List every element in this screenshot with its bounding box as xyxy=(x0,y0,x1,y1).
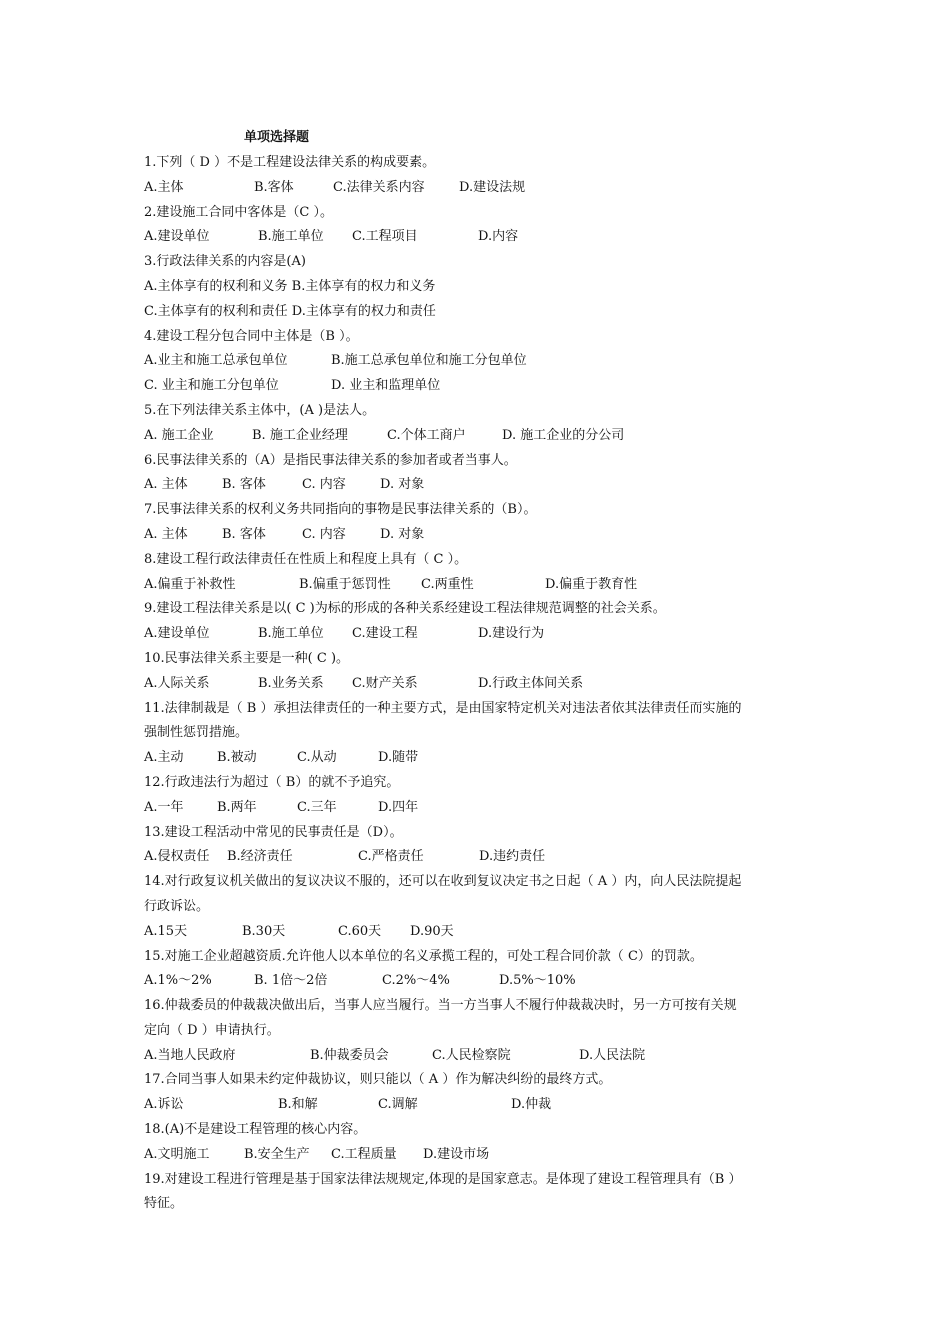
question-text: 9.建设工程法律关系是以( C )为标的形成的各种关系经建设工程法律规范调整的社会关系。 xyxy=(144,601,666,617)
page-title: 单项选择题 xyxy=(244,130,310,145)
option-a: C. 业主和施工分包单位 xyxy=(144,378,279,394)
option-b: B.和解 xyxy=(278,1097,318,1113)
options-row xyxy=(144,176,814,201)
option-a: A.主动 xyxy=(144,750,184,766)
question-text: 强制性惩罚措施。 xyxy=(144,725,249,741)
question-text: 19.对建设工程进行管理是基于国家法律法规规定,体现的是国家意志。是体现了建设工程管理具有（B ） xyxy=(144,1171,742,1187)
options-row xyxy=(144,424,814,449)
options-row xyxy=(144,920,814,945)
option-c: C.工程项目 xyxy=(352,229,418,245)
question-text: 6.民事法律关系的（A）是指民事法律关系的参加者或者当事人。 xyxy=(144,452,517,468)
question-text: 5.在下列法律关系主体中，(A )是法人。 xyxy=(144,402,376,418)
options-row xyxy=(144,672,814,697)
options-row xyxy=(144,969,814,994)
question-text: 18.(A)不是建设工程管理的核心内容。 xyxy=(144,1122,367,1138)
question-text: C.主体享有的权利和责任 D.主体享有的权力和责任 xyxy=(144,303,436,319)
option-a: A.业主和施工总承包单位 xyxy=(144,353,288,369)
question-text: 定向（ D ）申请执行。 xyxy=(144,1022,280,1038)
question-text: 14.对行政复议机关做出的复议决议不服的，还可以在收到复议决定书之日起（ A ）内，向人民法院提起 xyxy=(144,874,742,890)
question-text: 11.法律制裁是（ B ）承担法律责任的一种主要方式，是由国家特定机关对违法者依其法律责任而实施的 xyxy=(144,700,742,716)
option-c: C.严格责任 xyxy=(358,849,424,865)
option-b: B.两年 xyxy=(217,799,257,815)
options-row xyxy=(144,1143,814,1168)
option-b: D. 业主和监理单位 xyxy=(331,378,441,394)
option-c: C.三年 xyxy=(297,799,337,815)
question-text: 12.行政违法行为超过（ B）的就不予追究。 xyxy=(144,774,400,790)
options-row xyxy=(144,796,814,821)
option-b: B.客体 xyxy=(254,179,294,195)
option-c: C.财产关系 xyxy=(352,675,418,691)
option-d: D.建设行为 xyxy=(478,626,545,642)
question-text: 4.建设工程分包合同中主体是（B ）。 xyxy=(144,328,359,344)
option-c: C.工程质量 xyxy=(331,1146,397,1162)
option-a: A.1%～2% xyxy=(144,973,212,989)
question-text: 1.下列（ D ）不是工程建设法律关系的构成要素。 xyxy=(144,155,436,170)
option-a: A.人际关系 xyxy=(144,675,210,691)
option-c: C. 内容 xyxy=(302,477,346,493)
option-d: D. 对象 xyxy=(380,526,425,542)
option-c: C.法律关系内容 xyxy=(333,179,425,195)
option-b: B.施工单位 xyxy=(258,229,324,245)
question-text: 8.建设工程行政法律责任在性质上和程度上具有（ C ）。 xyxy=(144,551,468,567)
option-b: B.安全生产 xyxy=(244,1146,310,1162)
options-row xyxy=(144,374,814,399)
option-a: A.诉讼 xyxy=(144,1097,184,1113)
option-c: C.60天 xyxy=(338,923,382,939)
option-a: A.15天 xyxy=(144,923,188,939)
options-row xyxy=(144,845,814,870)
option-b: B. 施工企业经理 xyxy=(252,427,348,443)
options-row xyxy=(144,523,814,548)
question-text: 7.民事法律关系的权利义务共同指向的事物是民事法律关系的（B）。 xyxy=(144,502,537,518)
option-c: C.人民检察院 xyxy=(432,1047,511,1063)
option-b: B.被动 xyxy=(217,750,257,766)
option-b: B.业务关系 xyxy=(258,675,324,691)
question-text: 17.合同当事人如果未约定仲裁协议，则只能以（ A ）作为解决纠纷的最终方式。 xyxy=(144,1072,612,1088)
option-d: D.内容 xyxy=(478,229,519,245)
option-d: D.5%～10% xyxy=(499,973,576,989)
question-text: 10.民事法律关系主要是一种( C )。 xyxy=(144,650,350,666)
option-b: B. 客体 xyxy=(222,526,266,542)
option-d: D.90天 xyxy=(410,923,454,939)
question-text: 行政诉讼。 xyxy=(144,898,210,914)
option-b: B.偏重于惩罚性 xyxy=(299,576,391,592)
option-c: C.个体工商户 xyxy=(387,427,466,443)
options-row xyxy=(144,622,814,647)
question-text: 3.行政法律关系的内容是(A) xyxy=(144,254,306,270)
question-text: 15.对施工企业超越资质.允许他人以本单位的名义承揽工程的，可处工程合同价款（ C）的罚款。 xyxy=(144,948,703,964)
option-a: A. 主体 xyxy=(144,477,188,493)
option-d: D.四年 xyxy=(378,799,419,815)
option-b: B. 客体 xyxy=(222,477,266,493)
option-d: D.随带 xyxy=(378,750,419,766)
option-d: D. 对象 xyxy=(380,477,425,493)
options-row xyxy=(144,746,814,771)
option-a: A.侵权责任 xyxy=(144,849,210,865)
option-a: A.文明施工 xyxy=(144,1146,210,1162)
option-d: D.偏重于教育性 xyxy=(545,576,638,592)
options-row xyxy=(144,225,814,250)
options-row xyxy=(144,1093,814,1118)
option-d: D.行政主体间关系 xyxy=(478,675,584,691)
option-d: D.仲裁 xyxy=(511,1097,552,1113)
option-d: D.人民法院 xyxy=(579,1047,646,1063)
option-c: C. 内容 xyxy=(302,526,346,542)
option-c: C.建设工程 xyxy=(352,626,418,642)
option-c: C.两重性 xyxy=(421,576,474,592)
options-row xyxy=(144,1044,814,1069)
option-a: A. 施工企业 xyxy=(144,427,214,443)
options-row xyxy=(144,473,814,498)
option-b: B.仲裁委员会 xyxy=(310,1047,389,1063)
option-b: B.经济责任 xyxy=(227,849,293,865)
option-d: D.违约责任 xyxy=(479,849,546,865)
question-text: 13.建设工程活动中常见的民事责任是（D）。 xyxy=(144,824,403,840)
option-a: A.主体 xyxy=(144,179,184,195)
question-text: 特征。 xyxy=(144,1196,184,1212)
option-c: C.2%～4% xyxy=(382,973,450,989)
question-list xyxy=(144,151,814,1217)
option-a: A.一年 xyxy=(144,799,184,815)
question-text: 2.建设施工合同中客体是（C ）。 xyxy=(144,204,333,220)
option-a: A.偏重于补救性 xyxy=(144,576,236,592)
option-d: D.建设市场 xyxy=(423,1146,490,1162)
option-a: A. 主体 xyxy=(144,526,188,542)
option-a: A.建设单位 xyxy=(144,626,210,642)
option-c: C.从动 xyxy=(297,750,337,766)
option-b: B.30天 xyxy=(242,923,286,939)
options-row xyxy=(144,573,814,598)
options-row xyxy=(144,349,814,374)
option-b: B.施工单位 xyxy=(258,626,324,642)
option-a: A.建设单位 xyxy=(144,229,210,245)
question-text: 16.仲裁委员的仲裁裁决做出后，当事人应当履行。当一方当事人不履行仲裁裁决时，另一方可按有关规 xyxy=(144,998,737,1014)
option-d: D.建设法规 xyxy=(459,179,526,195)
option-b: B. 1倍～2倍 xyxy=(254,973,328,989)
option-a: A.当地人民政府 xyxy=(144,1047,236,1063)
option-b: B.施工总承包单位和施工分包单位 xyxy=(331,353,527,369)
option-d: D. 施工企业的分公司 xyxy=(502,427,625,443)
question-text: A.主体享有的权利和义务 B.主体享有的权力和义务 xyxy=(144,278,436,294)
option-c: C.调解 xyxy=(378,1097,418,1113)
